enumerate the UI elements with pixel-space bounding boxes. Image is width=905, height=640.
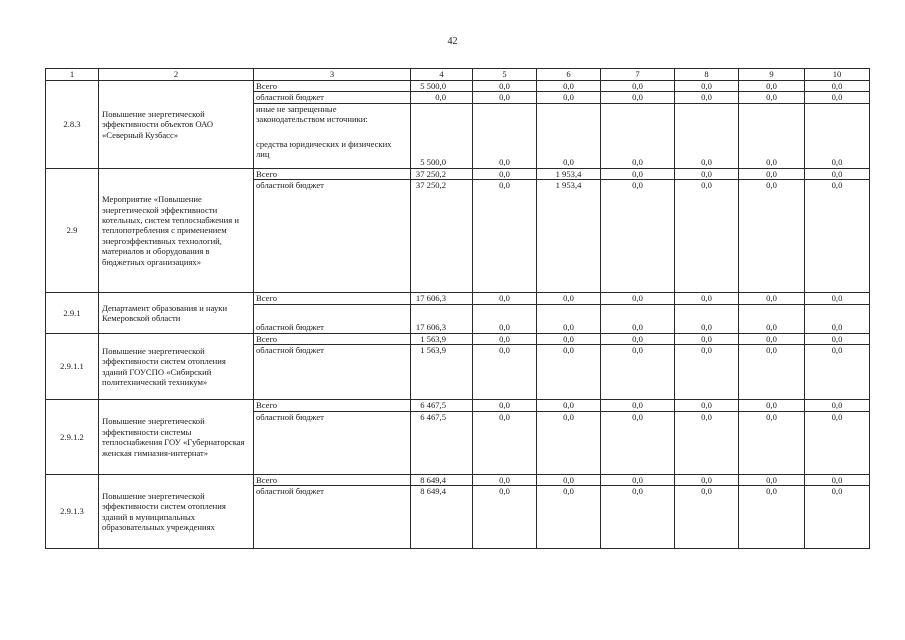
source-label: областной бюджет — [254, 180, 411, 293]
value-cell: 0,0 — [675, 92, 739, 103]
value-cell: 0,0 — [739, 474, 805, 485]
row-name: Департамент образования и науки Кемеровской области — [99, 293, 254, 333]
row-index: 2.9.1.2 — [46, 400, 99, 474]
value-cell: 1 563,9 — [411, 345, 473, 400]
source-label: Всего — [254, 81, 411, 92]
value-cell: 0,0 — [473, 411, 537, 474]
column-number: 4 — [411, 69, 473, 81]
value-cell: 0,0 — [739, 411, 805, 474]
source-label: Всего — [254, 168, 411, 179]
value-cell: 0,0 — [473, 92, 537, 103]
value-cell: 0,0 — [473, 103, 537, 168]
value-cell: 8 649,4 — [411, 474, 473, 485]
value-cell: 0,0 — [805, 81, 870, 92]
value-cell: 0,0 — [601, 333, 675, 344]
value-cell: 0,0 — [473, 486, 537, 549]
row-name: Повышение энергетической эффективности систем отопления зданий в муниципальных образовательных учреждениях — [99, 474, 254, 548]
value-cell: 0,0 — [601, 304, 675, 333]
value-cell: 0,0 — [805, 411, 870, 474]
value-cell: 0,0 — [739, 400, 805, 411]
column-number: 5 — [473, 69, 537, 81]
value-cell: 0,0 — [739, 333, 805, 344]
table-row — [46, 168, 870, 179]
value-cell: 0,0 — [805, 333, 870, 344]
source-label: областной бюджет — [254, 92, 411, 103]
value-cell: 6 467,5 — [411, 400, 473, 411]
value-cell: 0,0 — [739, 304, 805, 333]
value-cell: 17 606,3 — [411, 293, 473, 304]
value-cell: 0,0 — [601, 474, 675, 485]
value-cell: 0,0 — [805, 486, 870, 549]
value-cell: 37 250,2 — [411, 168, 473, 179]
row-index: 2.9 — [46, 168, 99, 292]
value-cell: 1 953,4 — [537, 168, 601, 179]
value-cell: 0,0 — [537, 333, 601, 344]
value-cell: 0,0 — [601, 486, 675, 549]
value-cell: 0,0 — [537, 81, 601, 92]
value-cell: 0,0 — [739, 81, 805, 92]
value-cell: 0,0 — [473, 168, 537, 179]
value-cell: 0,0 — [601, 103, 675, 168]
value-cell: 0,0 — [675, 345, 739, 400]
value-cell: 0,0 — [805, 400, 870, 411]
value-cell: 0,0 — [537, 293, 601, 304]
table-row — [46, 474, 870, 485]
value-cell: 0,0 — [601, 293, 675, 304]
page-number: 42 — [447, 36, 458, 47]
source-label-group — [254, 103, 411, 168]
source-label: областной бюджет — [254, 486, 411, 549]
value-cell: 0,0 — [601, 345, 675, 400]
value-cell: 0,0 — [739, 180, 805, 293]
value-cell: 17 606,3 — [411, 304, 473, 333]
table-row — [46, 333, 870, 344]
source-label: областной бюджет — [254, 304, 411, 333]
row-name: Повышение энергетической эффективности объектов ОАО «Северный Кузбасс» — [99, 81, 254, 169]
value-cell: 0,0 — [805, 293, 870, 304]
row-name: Повышение энергетической эффективности системы теплоснабжения ГОУ «Губернаторская женская гимназия-интернат» — [99, 400, 254, 474]
value-cell: 0,0 — [473, 333, 537, 344]
value-cell: 0,0 — [473, 345, 537, 400]
value-cell: 0,0 — [805, 474, 870, 485]
column-number: 2 — [99, 69, 254, 81]
value-cell: 0,0 — [805, 180, 870, 293]
value-cell: 0,0 — [537, 103, 601, 168]
value-cell: 0,0 — [537, 304, 601, 333]
value-cell: 0,0 — [473, 400, 537, 411]
value-cell: 0,0 — [805, 304, 870, 333]
value-cell: 0,0 — [739, 345, 805, 400]
value-cell: 0,0 — [601, 92, 675, 103]
value-cell: 0,0 — [473, 81, 537, 92]
value-cell: 0,0 — [537, 92, 601, 103]
value-cell: 0,0 — [601, 400, 675, 411]
value-cell: 0,0 — [675, 400, 739, 411]
value-cell: 0,0 — [601, 168, 675, 179]
value-cell: 0,0 — [675, 293, 739, 304]
value-cell: 0,0 — [739, 168, 805, 179]
value-cell: 0,0 — [675, 81, 739, 92]
row-index: 2.9.1.1 — [46, 333, 99, 399]
value-cell: 0,0 — [473, 304, 537, 333]
value-cell: 0,0 — [805, 92, 870, 103]
table-row — [46, 293, 870, 304]
value-cell: 0,0 — [473, 180, 537, 293]
column-number: 3 — [254, 69, 411, 81]
row-name: Мероприятие «Повышение энергетической эффективности котельных, систем теплоснабжения и теплопотребления с применением энергоэффективных технологий, материалов и оборудования в бюджетных организациях» — [99, 168, 254, 292]
value-cell: 0,0 — [675, 474, 739, 485]
source-label: Всего — [254, 400, 411, 411]
value-cell: 0,0 — [739, 486, 805, 549]
budget-table — [45, 68, 870, 549]
value-cell: 0,0 — [473, 293, 537, 304]
row-index: 2.9.1 — [46, 293, 99, 333]
source-label: областной бюджет — [254, 411, 411, 474]
source-label: Всего — [254, 293, 411, 304]
value-cell: 0,0 — [739, 103, 805, 168]
value-cell: 0,0 — [411, 92, 473, 103]
value-cell: 0,0 — [675, 304, 739, 333]
source-label: Всего — [254, 333, 411, 344]
value-cell: 1 563,9 — [411, 333, 473, 344]
value-cell: 0,0 — [601, 81, 675, 92]
column-number: 1 — [46, 69, 99, 81]
source-label: средства юридических и физических лиц — [256, 138, 392, 160]
value-cell: 0,0 — [739, 92, 805, 103]
value-cell: 0,0 — [805, 345, 870, 400]
value-cell: 0,0 — [537, 474, 601, 485]
value-cell: 0,0 — [675, 103, 739, 168]
value-cell: 8 649,4 — [411, 486, 473, 549]
value-cell: 0,0 — [675, 486, 739, 549]
value-cell: 0,0 — [675, 180, 739, 293]
source-label: иные не запрещенные законодательством источники: — [256, 103, 368, 125]
column-number: 10 — [805, 69, 870, 81]
value-cell: 0,0 — [601, 180, 675, 293]
value-cell: 1 953,4 — [537, 180, 601, 293]
value-cell: 5 500,0 — [411, 103, 473, 168]
value-cell: 0,0 — [537, 486, 601, 549]
value-cell: 0,0 — [675, 333, 739, 344]
row-name: Повышение энергетической эффективности систем отопления зданий ГОУСПО «Сибирский политехнический техникум» — [99, 333, 254, 399]
value-cell: 0,0 — [739, 293, 805, 304]
column-number: 9 — [739, 69, 805, 81]
column-number-row — [46, 69, 870, 81]
column-number: 7 — [601, 69, 675, 81]
table-row — [46, 81, 870, 92]
value-cell: 0,0 — [537, 400, 601, 411]
row-index: 2.9.1.3 — [46, 474, 99, 548]
column-number: 8 — [675, 69, 739, 81]
value-cell: 0,0 — [601, 411, 675, 474]
value-cell: 0,0 — [805, 103, 870, 168]
value-cell: 0,0 — [805, 168, 870, 179]
value-cell: 6 467,5 — [411, 411, 473, 474]
source-label: Всего — [254, 474, 411, 485]
value-cell: 0,0 — [675, 411, 739, 474]
source-label: областной бюджет — [254, 345, 411, 400]
column-number: 6 — [537, 69, 601, 81]
value-cell: 37 250,2 — [411, 180, 473, 293]
row-index: 2.8.3 — [46, 81, 99, 169]
value-cell: 0,0 — [675, 168, 739, 179]
value-cell: 0,0 — [473, 474, 537, 485]
table-row — [46, 400, 870, 411]
value-cell: 5 500,0 — [411, 81, 473, 92]
value-cell: 0,0 — [537, 345, 601, 400]
value-cell: 0,0 — [537, 411, 601, 474]
